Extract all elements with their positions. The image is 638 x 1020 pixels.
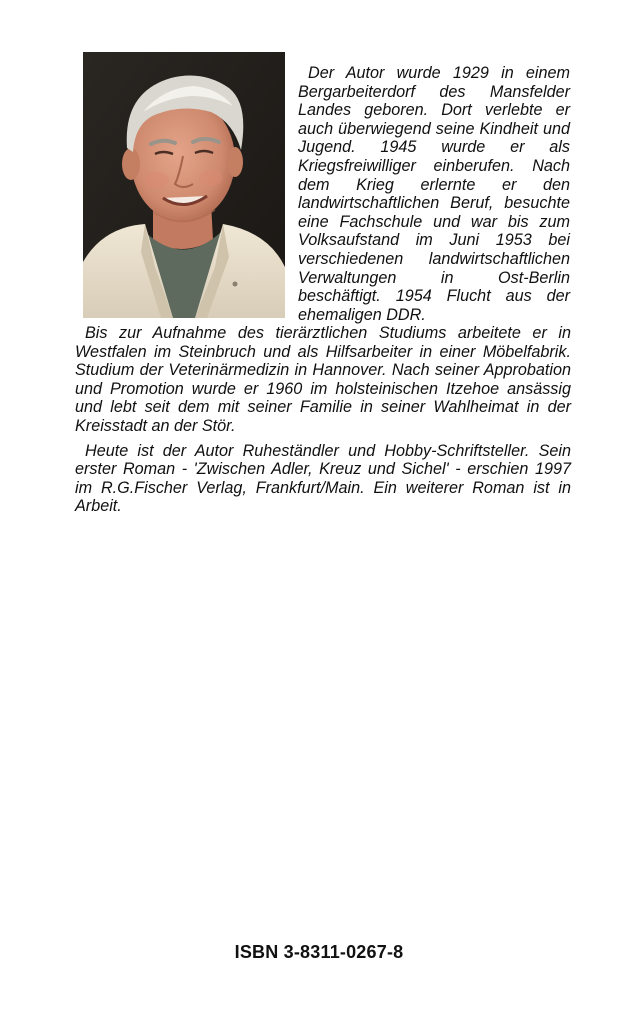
- bio-paragraph-1: Der Autor wurde 1929 in einem Bergarbeiterdorf des Mansfelder Landes geboren. Dort verlebte er auch überwiegend seine Kindheit und Jugend. 1945 wurde er als Kriegsfreiwilliger einberufen. Nach dem Krieg erlernte er den landwirtschaftlichen Beruf, besuchte eine Fachschule und war bis zum Volksaufstand im Juni 1953 bei verschiedenen landwirtschaftlichen Verwaltungen in Ost-Berlin beschäftigt. 1954 Flucht aus der ehemaligen DDR.: [298, 64, 570, 324]
- author-bio-continued: [75, 324, 571, 516]
- isbn-number: ISBN 3-8311-0267-8: [234, 942, 404, 962]
- author-photo: [83, 52, 285, 318]
- author-bio-intro: [298, 64, 570, 324]
- bio-paragraph-2: Bis zur Aufnahme des tierärztlichen Studiums arbeitete er in Westfalen im Steinbruch und als Hilfsarbeiter in einer Möbelfabrik. Studium der Veterinärmedizin in Hannover. Nach seiner Approbation und Promotion wurde er 1960 im holsteinischen Itzehoe ansässig und lebt seit dem mit seiner Familie in seiner Wahlheimat in der Kreisstadt an der Stör.: [75, 324, 571, 435]
- bio-paragraph-3: Heute ist der Autor Ruheständler und Hobby-Schriftsteller. Sein erster Roman - 'Zwischen Adler, Kreuz und Sichel' - erschien 1997 im R.G.Fischer Verlag, Frankfurt/Main. Ein weiterer Roman ist in Arbeit.: [75, 441, 571, 516]
